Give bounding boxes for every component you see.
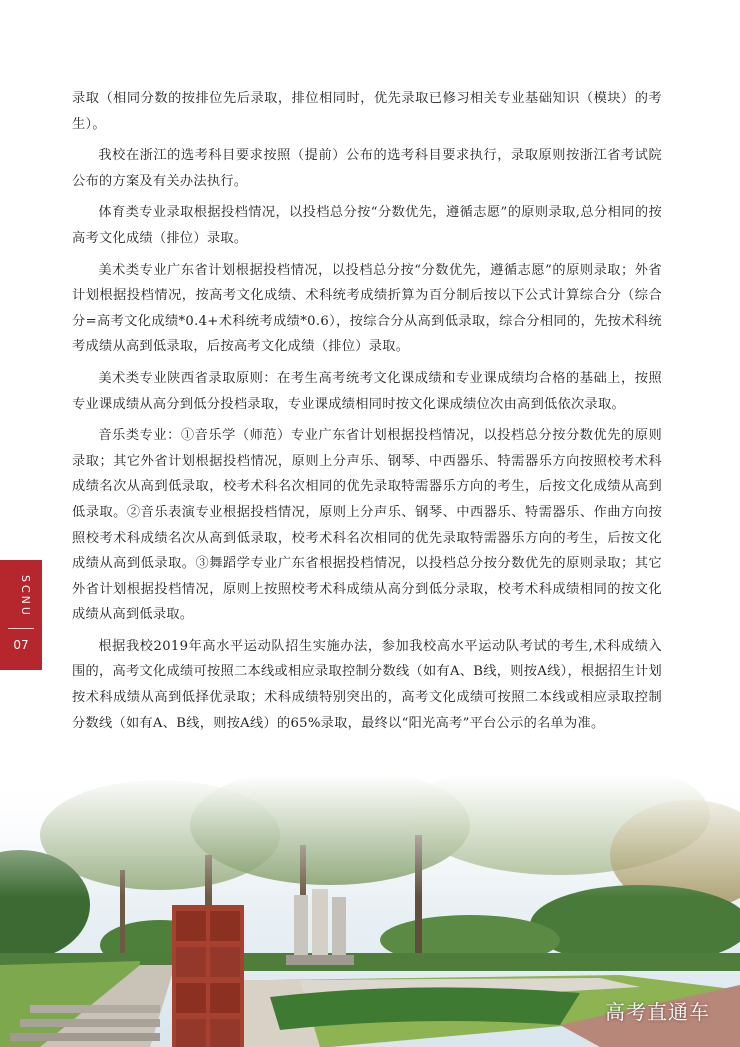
paragraph-2: 我校在浙江的选考科目要求按照（提前）公布的选考科目要求执行，录取原则按浙江省考试院公布的方案及有关办法执行。 [72,148,662,189]
side-tab [0,560,42,670]
watermark-text: 高考直通车 [605,1000,710,1024]
campus-photo [0,775,740,1047]
brand-label: SCNU [19,574,32,618]
paragraph-4: 美术类专业广东省计划根据投档情况，以投档总分按“分数优先，遵循志愿”的原则录取；外省计划根据投档情况，按高考文化成绩、术科统考成绩折算为百分制后按以下公式计算综合分（综合分=高考文化成绩*0.4+术科统考成绩*0.6），按综合分从高到低录取，综合分相同的，先按术科统考成绩从高到低录取，后按高考文化成绩（排位）录取。 [72,262,662,355]
page-number: 07 [13,638,29,652]
paragraph-7: 根据我校2019年高水平运动队招生实施办法，参加我校高水平运动队考试的考生,术科成绩入围的，高考文化成绩可按照二本线或相应录取控制分数线（如有A、B线，则按A线），根据招生计划按术科成绩从高到低择优录取；术科成绩特别突出的，高考文化成绩可按照二本线或相应录取控制分数线（如有A、B线，则按A线）的65%录取，最终以“阳光高考”平台公示的名单为准。 [72,638,662,731]
paragraph-5: 美术类专业陕西省录取原则：在考生高考统考文化课成绩和专业课成绩均合格的基础上，按照专业课成绩从高分到低分投档录取，专业课成绩相同时按文化课成绩位次由高到低依次录取。 [72,370,662,412]
paragraph-3: 体育类专业录取根据投档情况，以投档总分按“分数优先，遵循志愿”的原则录取,总分相同的按高考文化成绩（排位）录取。 [72,205,662,246]
paragraph-1: 录取（相同分数的按排位先后录取，排位相同时，优先录取已修习相关专业基础知识（模块）的考生）。 [72,91,662,132]
article-body [72,86,662,742]
paragraph-6: 音乐类专业：①音乐学（师范）专业广东省计划根据投档情况，以投档总分按分数优先的原则录取；其它外省计划根据投档情况，原则上分声乐、钢琴、中西器乐、特需器乐方向按照校考术科成绩名次从高到低录取，校考术科名次相同的优先录取特需器乐方向的考生，后按文化成绩从高到低录取。②音乐表演专业根据投档情况，原则上分声乐、钢琴、中西器乐、特需器乐、作曲方向按照校考术科成绩名次从高到低录取，校考术科名次相同的优先录取特需器乐方向的考生，后按文化成绩从高到低录取。③舞蹈学专业广东省根据投档情况，以投档总分按分数优先的原则录取；其它外省计划根据投档情况，原则上按照校考术科成绩从高分到低分录取，校考术科成绩相同的按文化成绩从高到低录取。 [72,428,662,623]
side-tab-divider [8,628,34,629]
